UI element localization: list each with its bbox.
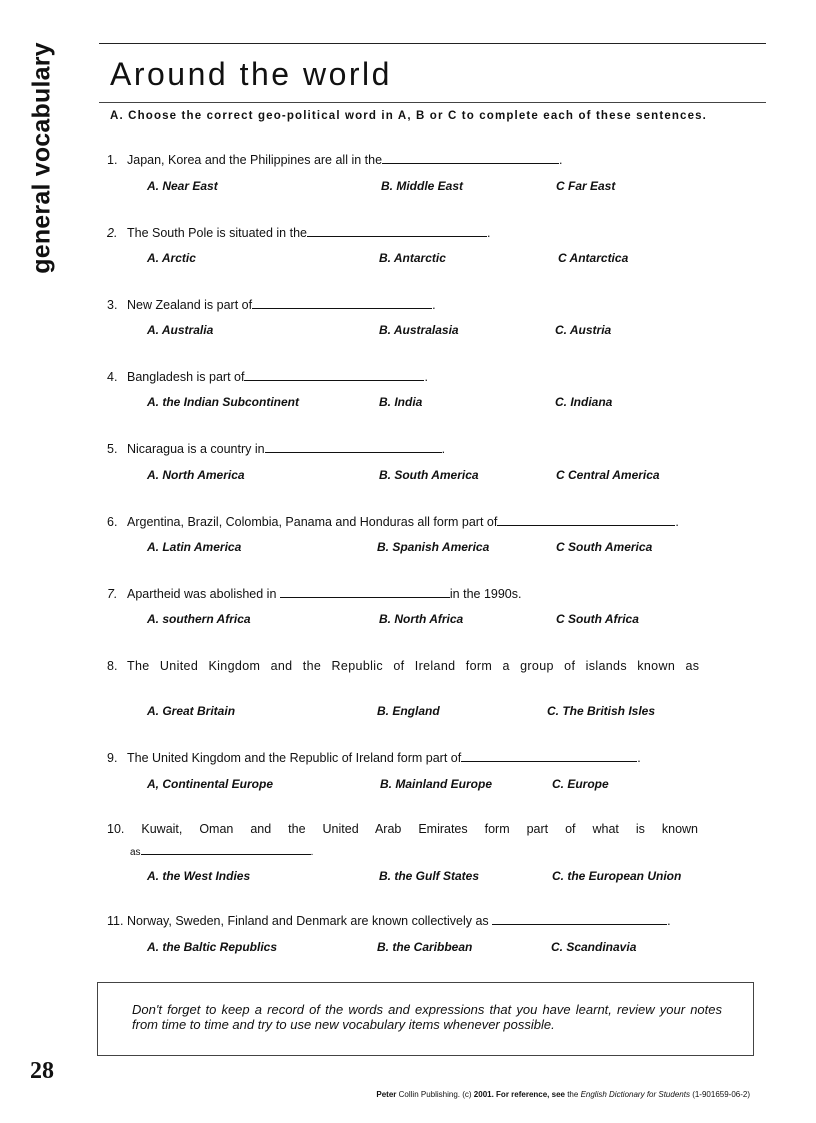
option-c[interactable]: C Far East <box>556 179 616 193</box>
question-text: Norway, Sweden, Finland and Denmark are known collectively as <box>126 914 489 928</box>
question-text: The South Pole is situated in the <box>127 226 307 240</box>
question-text: The United Kingdom and the Republic of Ireland form part of <box>127 751 462 765</box>
question-number: 7. <box>107 587 118 601</box>
question-10-line-2: as . <box>130 844 313 858</box>
answer-blank[interactable] <box>141 844 311 855</box>
option-a[interactable]: A, Continental Europe <box>147 777 273 791</box>
question-8 <box>107 659 747 673</box>
answer-blank[interactable] <box>492 913 667 925</box>
option-a[interactable]: A. Great Britain <box>147 704 236 718</box>
title-rule <box>99 102 766 103</box>
option-c[interactable]: C Antarctica <box>558 251 629 265</box>
question-11: 11. Norway, Sweden, Finland and Denmark are known collectively as . <box>107 914 671 928</box>
isbn: (1-901659-06-2) <box>692 1090 750 1099</box>
option-a[interactable]: A. the Baltic Republics <box>147 940 278 954</box>
question-text: Japan, Korea and the Philippines are all in the <box>127 153 383 167</box>
question-2: 2. The South Pole is situated in the . <box>107 226 491 240</box>
option-c[interactable]: C Central America <box>556 468 660 482</box>
sidebar-label-text: general vocabulary <box>27 42 56 274</box>
option-b[interactable]: B. the Caribbean <box>377 940 473 954</box>
option-b[interactable]: B. the Gulf States <box>379 869 480 883</box>
exercise-instruction: A. Choose the correct geo-political word in A, B or C to complete each of these sentences. <box>110 110 708 122</box>
option-c[interactable]: C. The British Isles <box>547 704 656 718</box>
question-text: Kuwait, Oman and the United Arab Emirates form part of what is known <box>141 822 699 836</box>
option-c[interactable]: C. Europe <box>552 777 609 791</box>
option-c[interactable]: C. Indiana <box>555 395 613 409</box>
question-5: 5. Nicaragua is a country in . <box>107 442 446 456</box>
question-text: Bangladesh is part of <box>127 370 245 384</box>
page-number: 28 <box>30 1058 54 1084</box>
question-number: 10. <box>107 822 125 836</box>
option-b[interactable]: B. Mainland Europe <box>380 777 493 791</box>
top-rule <box>99 43 766 44</box>
question-number: 5. <box>107 442 118 456</box>
question-9: 9. The United Kingdom and the Republic of Ireland form part of . <box>107 751 641 765</box>
question-number: 11. <box>107 914 124 928</box>
option-b[interactable]: B. North Africa <box>379 612 464 626</box>
dictionary-title: English Dictionary for Students <box>580 1090 690 1099</box>
question-number: 2. <box>107 226 118 240</box>
option-b[interactable]: B. Spanish America <box>377 540 490 554</box>
option-c[interactable]: C. the European Union <box>552 869 682 883</box>
reminder-box <box>97 982 754 1056</box>
question-3: 3. New Zealand is part of . <box>107 298 436 312</box>
option-a[interactable]: A. Near East <box>147 179 218 193</box>
option-b[interactable]: B. Middle East <box>381 179 464 193</box>
question-number: 3. <box>107 298 118 312</box>
question-text: Argentina, Brazil, Colombia, Panama and Honduras all form part of <box>127 515 498 529</box>
question-number: 1. <box>107 153 118 167</box>
answer-blank[interactable] <box>280 586 450 598</box>
option-a[interactable]: A. Latin America <box>147 540 242 554</box>
answer-blank[interactable] <box>497 514 675 526</box>
option-c[interactable]: C. Scandinavia <box>551 940 637 954</box>
option-c[interactable]: C. Austria <box>555 323 612 337</box>
question-text: The United Kingdom and the Republic of Ireland form a group of islands known as <box>127 659 700 673</box>
answer-blank[interactable] <box>244 369 424 381</box>
question-10 <box>107 822 698 836</box>
option-a[interactable]: A. Australia <box>147 323 214 337</box>
option-b[interactable]: B. India <box>379 395 423 409</box>
option-c[interactable]: C South Africa <box>556 612 639 626</box>
question-text: Apartheid was abolished in <box>127 587 277 601</box>
reminder-text: Don't forget to keep a record of the words and expressions that you have learnt, review your notes from time to time and try to use new vocabulary items whenever possible. <box>132 1002 722 1032</box>
question-6: 6. Argentina, Brazil, Colombia, Panama and Honduras all form part of . <box>107 515 679 529</box>
sidebar-section-label <box>22 42 62 274</box>
question-number: 9. <box>107 751 118 765</box>
question-4: 4. Bangladesh is part of . <box>107 370 428 384</box>
question-number: 4. <box>107 370 118 384</box>
option-a[interactable]: A. Arctic <box>147 251 196 265</box>
question-text: New Zealand is part of <box>127 298 253 312</box>
question-text-after: in the 1990s. <box>449 587 522 601</box>
option-b[interactable]: B. England <box>377 704 440 718</box>
answer-blank[interactable] <box>252 297 432 309</box>
copyright-footer: Peter Collin Publishing. (c) 2001. For reference, see the English Dictionary for Students (1-901659-06-2) <box>376 1090 750 1099</box>
question-text: Nicaragua is a country in <box>127 442 265 456</box>
question-number: 6. <box>107 515 118 529</box>
option-a[interactable]: A. southern Africa <box>147 612 251 626</box>
page-title: Around the world <box>110 56 392 92</box>
question-number: 8. <box>107 659 118 673</box>
answer-blank[interactable] <box>382 152 559 164</box>
answer-blank[interactable] <box>461 750 637 762</box>
option-b[interactable]: B. Australasia <box>379 323 459 337</box>
answer-blank[interactable] <box>307 225 487 237</box>
option-a[interactable]: A. the Indian Subcontinent <box>147 395 299 409</box>
option-b[interactable]: B. South America <box>379 468 479 482</box>
question-1: 1. Japan, Korea and the Philippines are all in the . <box>107 153 563 167</box>
option-a[interactable]: A. North America <box>147 468 245 482</box>
option-b[interactable]: B. Antarctic <box>379 251 446 265</box>
option-a[interactable]: A. the West Indies <box>147 869 251 883</box>
answer-blank[interactable] <box>265 441 442 453</box>
question-7 <box>107 586 521 601</box>
option-c[interactable]: C South America <box>556 540 653 554</box>
